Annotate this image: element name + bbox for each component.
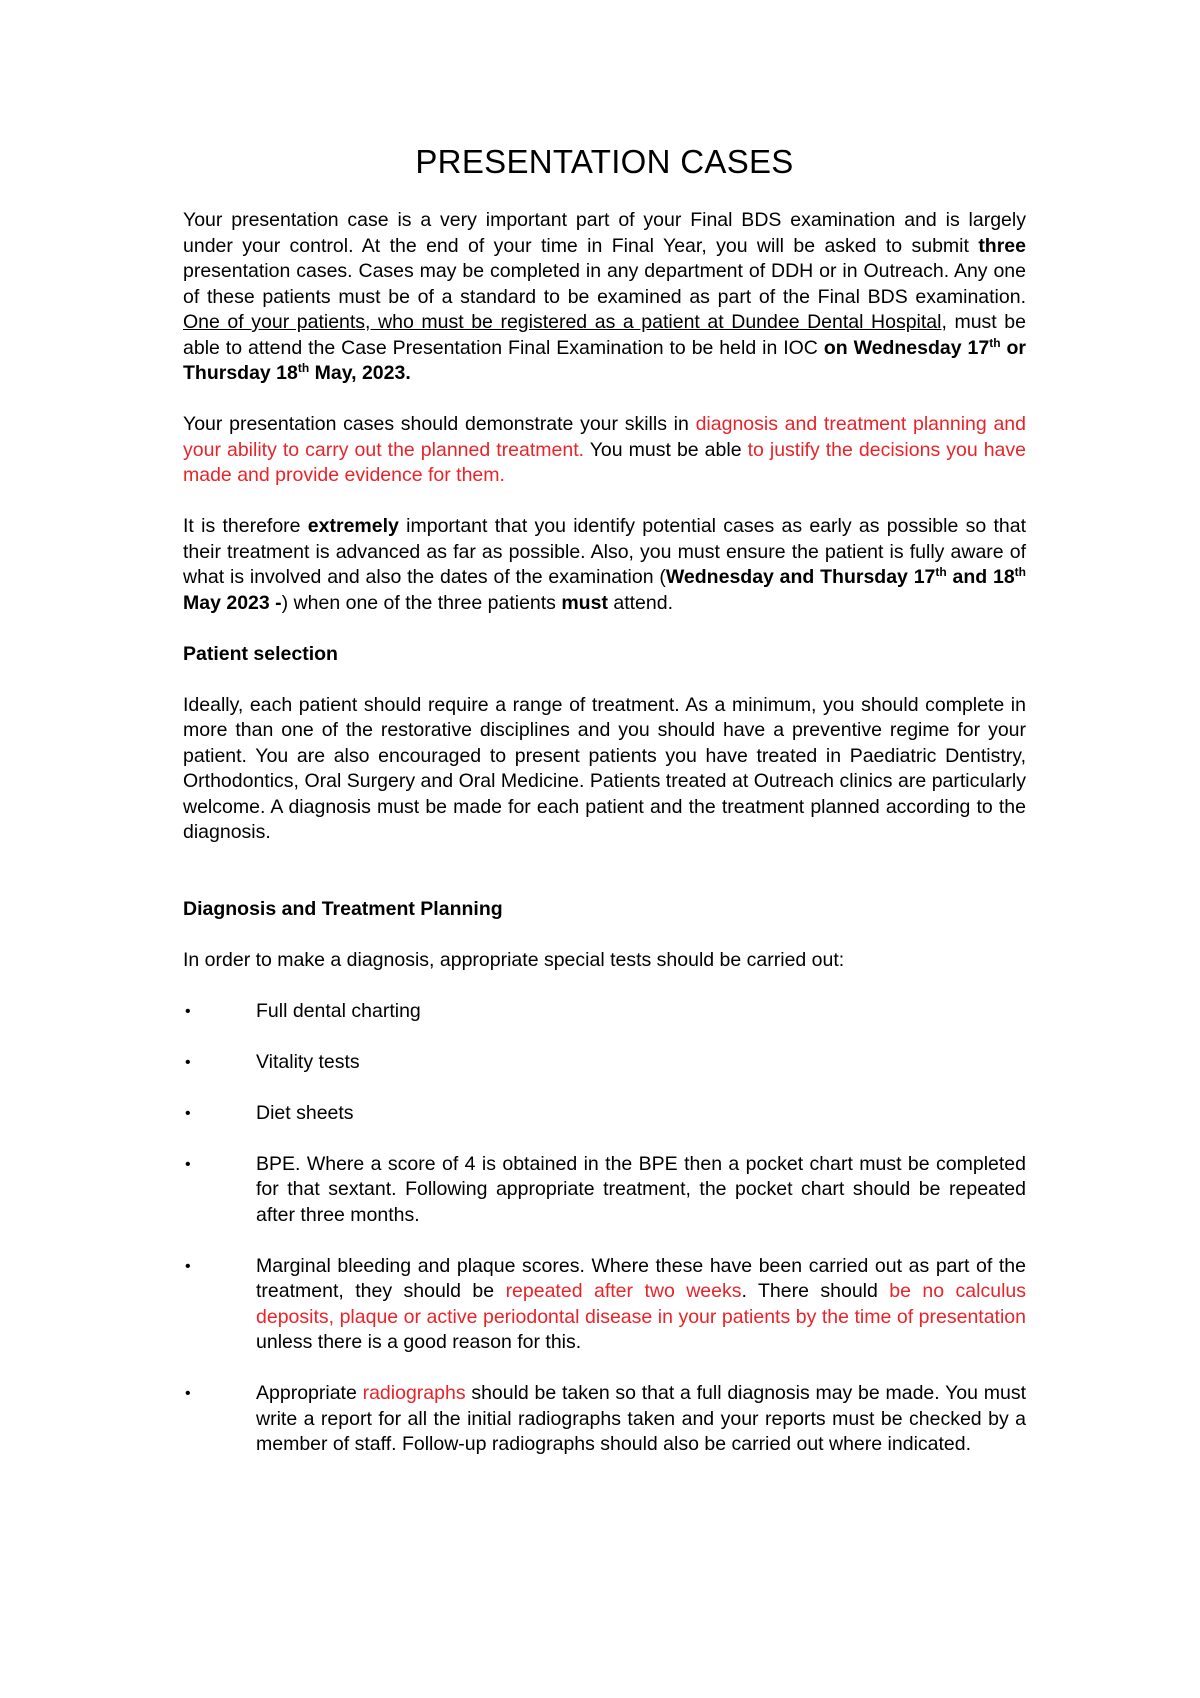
exam-dates: on Wednesday 17th or Thursday 18th May, 2023. <box>183 335 1026 384</box>
section-heading-diagnosis: Diagnosis and Treatment Planning <box>183 897 503 920</box>
exam-dates: Wednesday and Thursday 17th and 18th May 2023 - <box>183 565 1026 614</box>
selection-paragraph: Ideally, each patient should require a range of treatment. As a minimum, you should complete in more than one of the restorative disciplines and you should have a preventive regime for your patient. You are also encouraged to present patients you have treated in Paediatric Dentistry, Orthodontics, Oral Surgery and Oral Medicine. Patients treated at Outreach clinics are particularly welcome. A diagnosis must be made for each patient and the treatment planned according to the diagnosis. <box>183 693 1026 843</box>
list-item: • Vitality tests <box>183 1050 1026 1076</box>
text-run: attend. <box>607 591 673 614</box>
bold-run: must <box>561 591 608 614</box>
bold-run: three <box>978 234 1026 257</box>
bold-run: extremely <box>307 515 399 537</box>
list-item: • Marginal bleeding and plaque scores. Where these have been carried out as part of the treatment, they should be repeated after two weeks. There should be no calculus deposits, plaque or active periodontal disease in your patients by the time of presentation unless there is a good reason for this. <box>185 1254 1027 1353</box>
bullet-icon: • <box>185 1002 191 1020</box>
text-run: Your presentation cases should demonstrate your skills in <box>183 413 696 435</box>
text-run: It is therefore <box>183 515 308 537</box>
text-run: must be able to attend the Case Presentation Final Examination to be held in IOC <box>183 311 1026 359</box>
list-item: • Diet sheets <box>183 1101 1026 1127</box>
list-item: • Appropriate radiographs should be taken so that a full diagnosis may be made. You must write a report for all the initial radiographs taken and your reports must be checked by a member of staff. Follow-up radiographs should also be carried out where indicated. <box>185 1382 1027 1455</box>
diagnosis-intro: In order to make a diagnosis, appropriate special tests should be carried out: <box>183 948 845 971</box>
special-tests-list <box>183 999 1026 1458</box>
text-run: Your presentation case is a very important part of your Final BDS examination and is largely under your control. At the end of your time in Final Year, you will be asked to submit <box>183 209 1026 257</box>
section-heading-patient-selection: Patient selection <box>183 642 338 665</box>
highlight-run: radiographs <box>362 1382 466 1404</box>
skills-paragraph <box>183 412 1026 489</box>
highlight-run: be no calculus deposits, plaque or active periodontal disease in your patients by the time of presentation <box>256 1280 1027 1328</box>
highlight-run: diagnosis and treatment planning and your ability to carry out the planned treatment. <box>183 413 1026 461</box>
underlined-run: One of your patients, who must be registered as a patient at Dundee Dental Hospital, <box>183 311 947 333</box>
highlight-run: to justify the decisions you have made and provide evidence for them. <box>183 438 1026 486</box>
text-run: You must be able <box>584 438 748 461</box>
text-run: presentation cases. Cases may be completed in any department of DDH or in Outreach. Any one of these patients must be of a standard to be examined as part of the Final BDS examination. <box>183 260 1026 308</box>
bullet-icon: • <box>185 1053 191 1071</box>
bullet-icon: • <box>185 1155 191 1173</box>
bullet-icon: • <box>185 1385 191 1402</box>
bullet-icon: • <box>185 1104 191 1122</box>
list-item: • BPE. Where a score of 4 is obtained in the BPE then a pocket chart must be completed for that sextant. Following appropriate treatment, the pocket chart should be repeated after three months. <box>185 1152 1026 1226</box>
list-item: • Full dental charting <box>183 999 1026 1025</box>
page-title: PRESENTATION CASES <box>415 143 794 180</box>
document-page <box>183 142 1026 1483</box>
highlight-run: repeated after two weeks <box>505 1280 742 1302</box>
text-run: ) when one of the three patients <box>281 591 562 614</box>
intro-paragraph <box>183 208 1026 387</box>
bullet-icon: • <box>185 1257 191 1275</box>
timing-paragraph <box>183 514 1026 616</box>
text-run: important that you identify potential cases as early as possible so that their treatment is advanced as far as possible. Also, you must ensure the patient is fully aware of what is involved and also the dates of the examination ( <box>183 515 1026 588</box>
